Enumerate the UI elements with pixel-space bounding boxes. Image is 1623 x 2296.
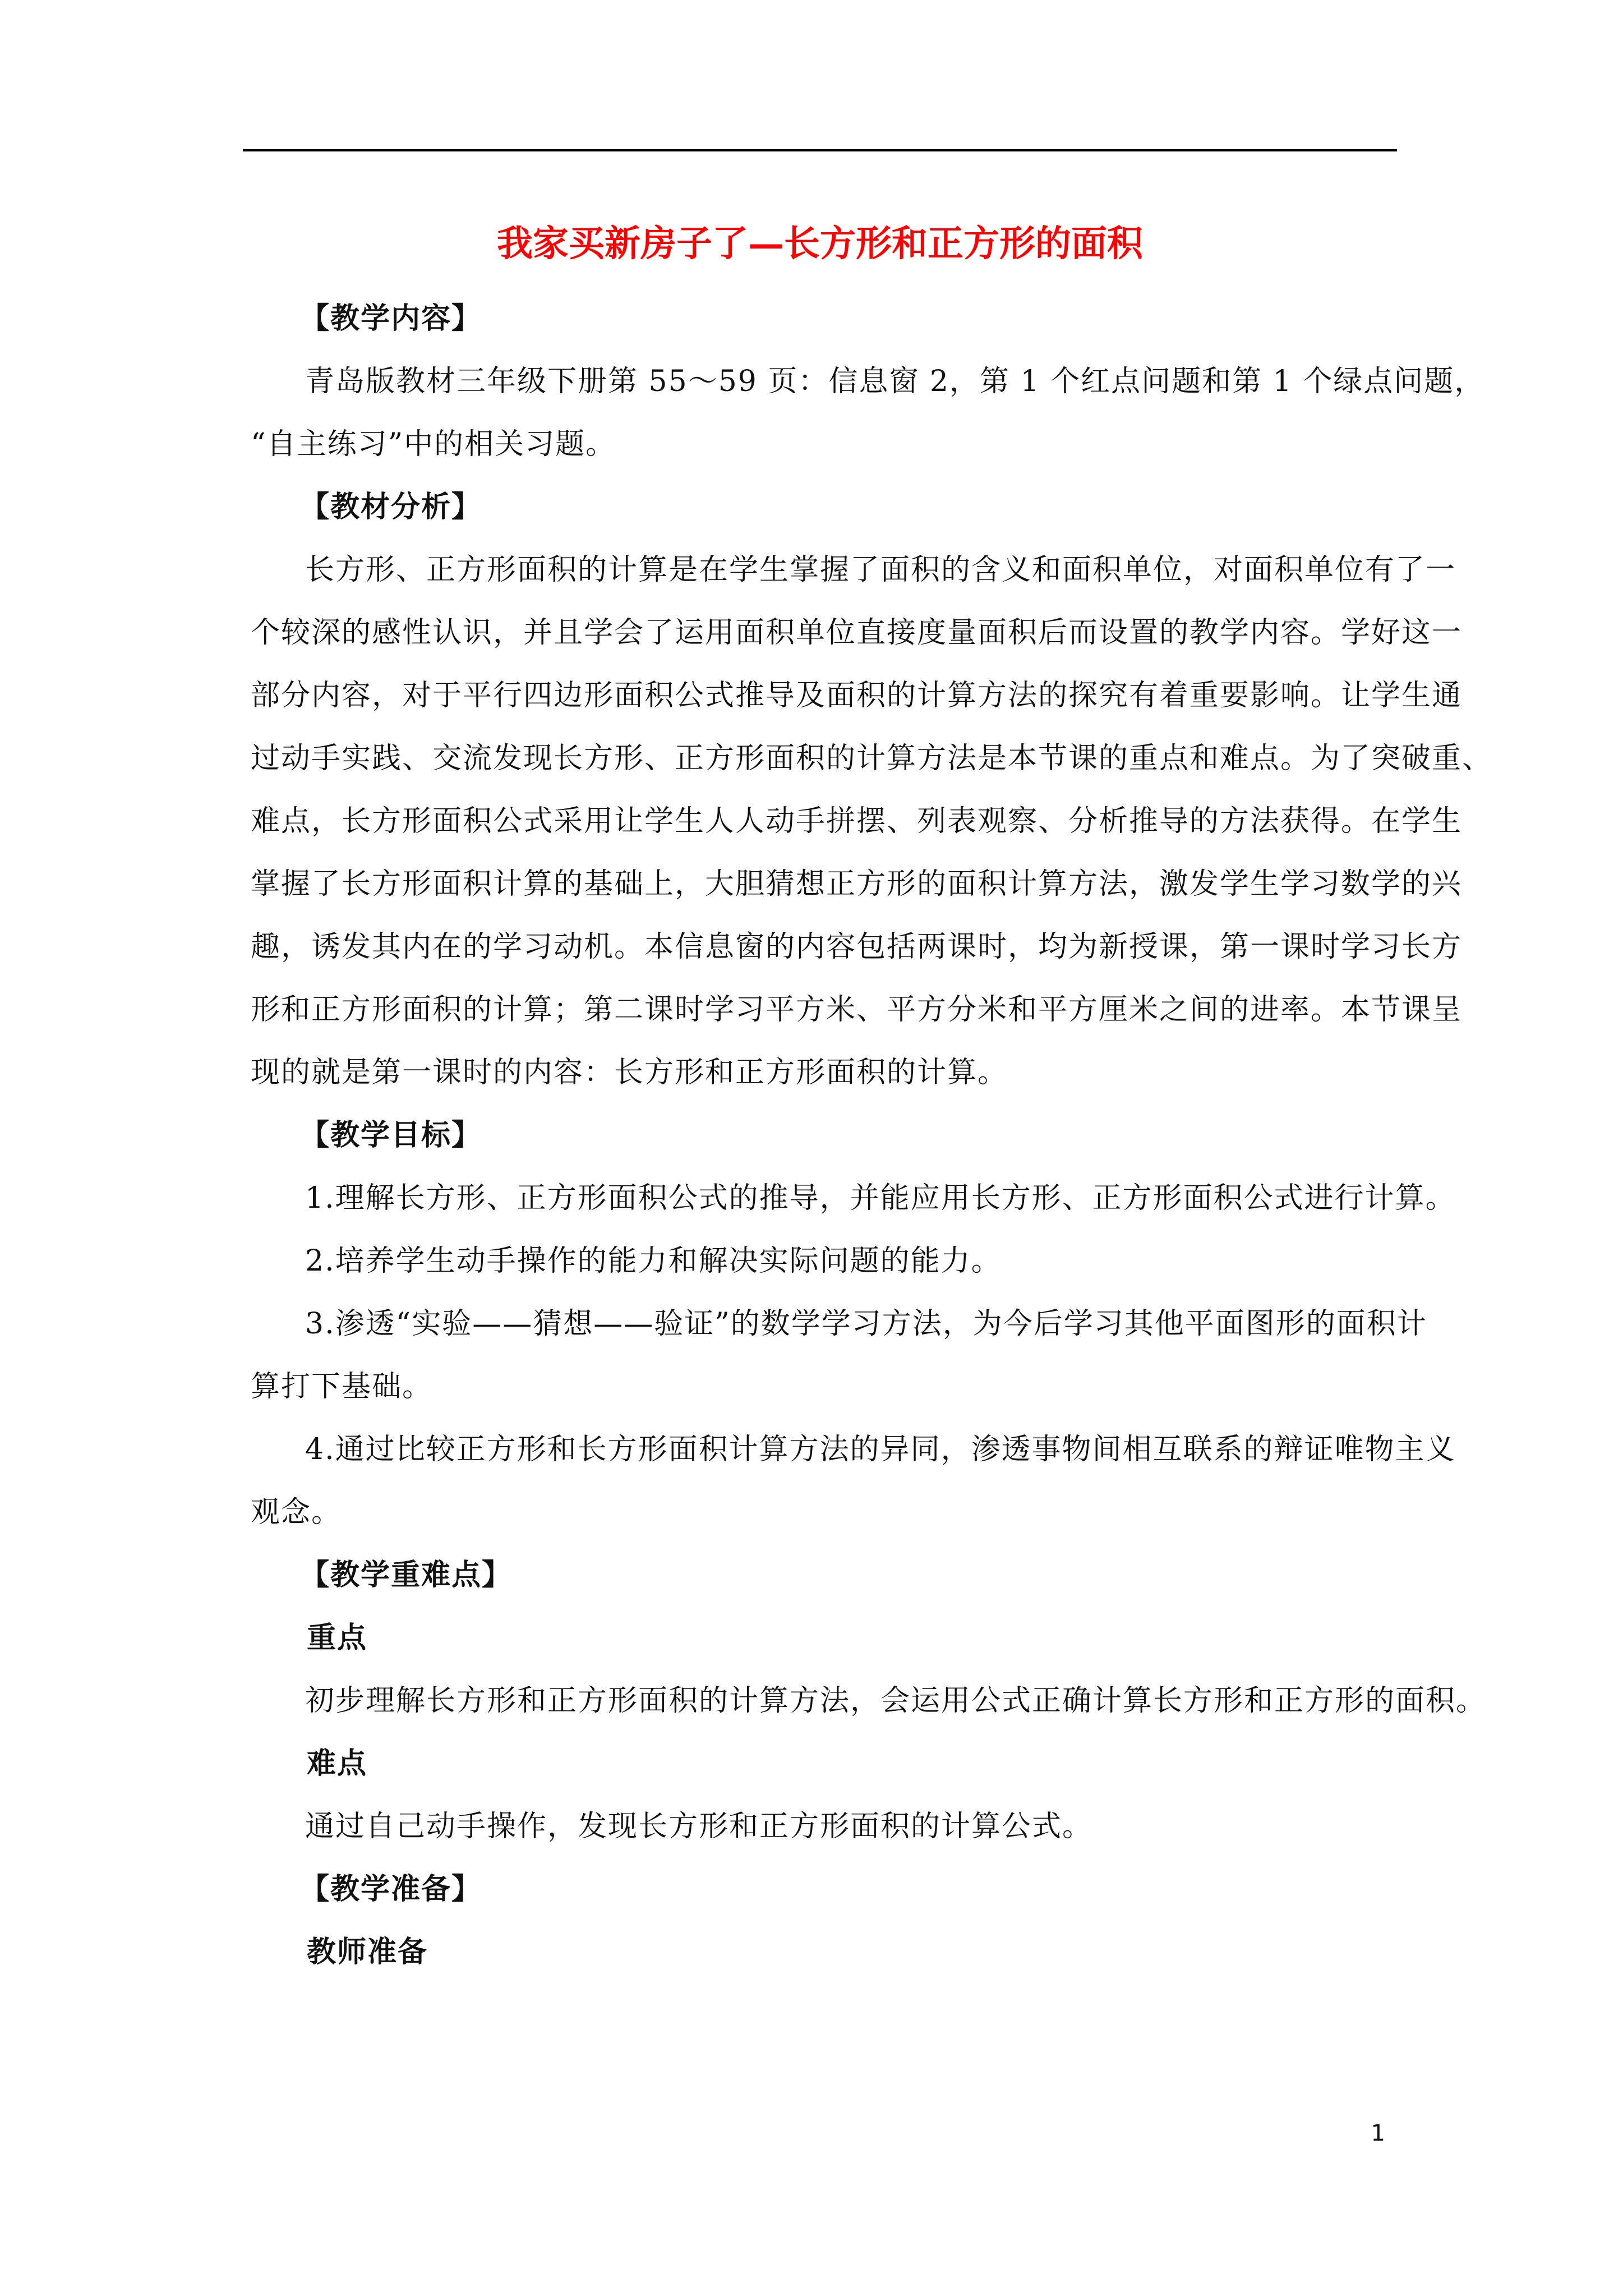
goal-item: 1.理解长方形、正方形面积公式的推导，并能应用长方形、正方形面积公式进行计算。 (305, 1181, 1456, 1215)
section-heading-analysis: 【教材分析】 (300, 490, 482, 524)
paragraph-line: 掌握了长方形面积计算的基础上，大胆猜想正方形的面积计算方法，激发学生学习数学的兴 (251, 867, 1463, 901)
paragraph-line: 难点，长方形面积公式采用让学生人人动手拼摆、列表观察、分析推导的方法获得。在学生 (251, 804, 1463, 838)
paragraph-line: 个较深的感性认识，并且学会了运用面积单位直接度量面积后而设置的教学内容。学好这一 (251, 616, 1463, 650)
section-heading-goals: 【教学目标】 (300, 1118, 482, 1152)
document-title: 我家买新房子了—长方形和正方形的面积 (497, 223, 1143, 265)
section-heading-key-points: 【教学重难点】 (300, 1558, 513, 1592)
teacher-preparation-label: 教师准备 (307, 1935, 428, 1969)
focus-label: 重点 (307, 1621, 368, 1655)
paragraph-line: 部分内容，对于平行四边形面积公式推导及面积的计算方法的探究有着重要影响。让学生通 (251, 679, 1463, 712)
paragraph-line: 形和正方形面积的计算；第二课时学习平方米、平方分米和平方厘米之间的进率。本节课呈 (251, 993, 1463, 1027)
goal-item-continued: 算打下基础。 (251, 1370, 433, 1404)
paragraph-line: 过动手实践、交流发现长方形、正方形面积的计算方法是本节课的重点和难点。为了突破重、 (251, 742, 1493, 775)
difficulty-text: 通过自己动手操作，发现长方形和正方形面积的计算公式。 (305, 1810, 1093, 1843)
paragraph-line: 青岛版教材三年级下册第 55～59 页：信息窗 2，第 1 个红点问题和第 1 个绿点问题， (305, 365, 1485, 398)
goal-item: 2.培养学生动手操作的能力和解决实际问题的能力。 (305, 1244, 1002, 1278)
goal-item: 4.通过比较正方形和长方形面积计算方法的异同，渗透事物间相互联系的辩证唯物主义 (305, 1433, 1456, 1466)
header-rule (243, 149, 1397, 151)
paragraph-line: “自主练习”中的相关习题。 (251, 427, 616, 461)
goal-item: 3.渗透“实验——猜想——验证”的数学学习方法，为今后学习其他平面图形的面积计 (305, 1307, 1427, 1341)
goal-item-continued: 观念。 (251, 1496, 342, 1529)
section-heading-content: 【教学内容】 (300, 301, 482, 335)
section-heading-preparation: 【教学准备】 (300, 1872, 482, 1906)
paragraph-line: 趣，诱发其内在的学习动机。本信息窗的内容包括两课时，均为新授课，第一课时学习长方 (251, 930, 1463, 964)
difficulty-label: 难点 (307, 1746, 368, 1780)
focus-text: 初步理解长方形和正方形面积的计算方法，会运用公式正确计算长方形和正方形的面积。 (305, 1684, 1487, 1718)
page-number: 1 (1371, 2120, 1385, 2146)
paragraph-line: 现的就是第一课时的内容：长方形和正方形面积的计算。 (251, 1056, 1008, 1089)
paragraph-line: 长方形、正方形面积的计算是在学生掌握了面积的含义和面积单位，对面积单位有了一 (305, 553, 1456, 587)
